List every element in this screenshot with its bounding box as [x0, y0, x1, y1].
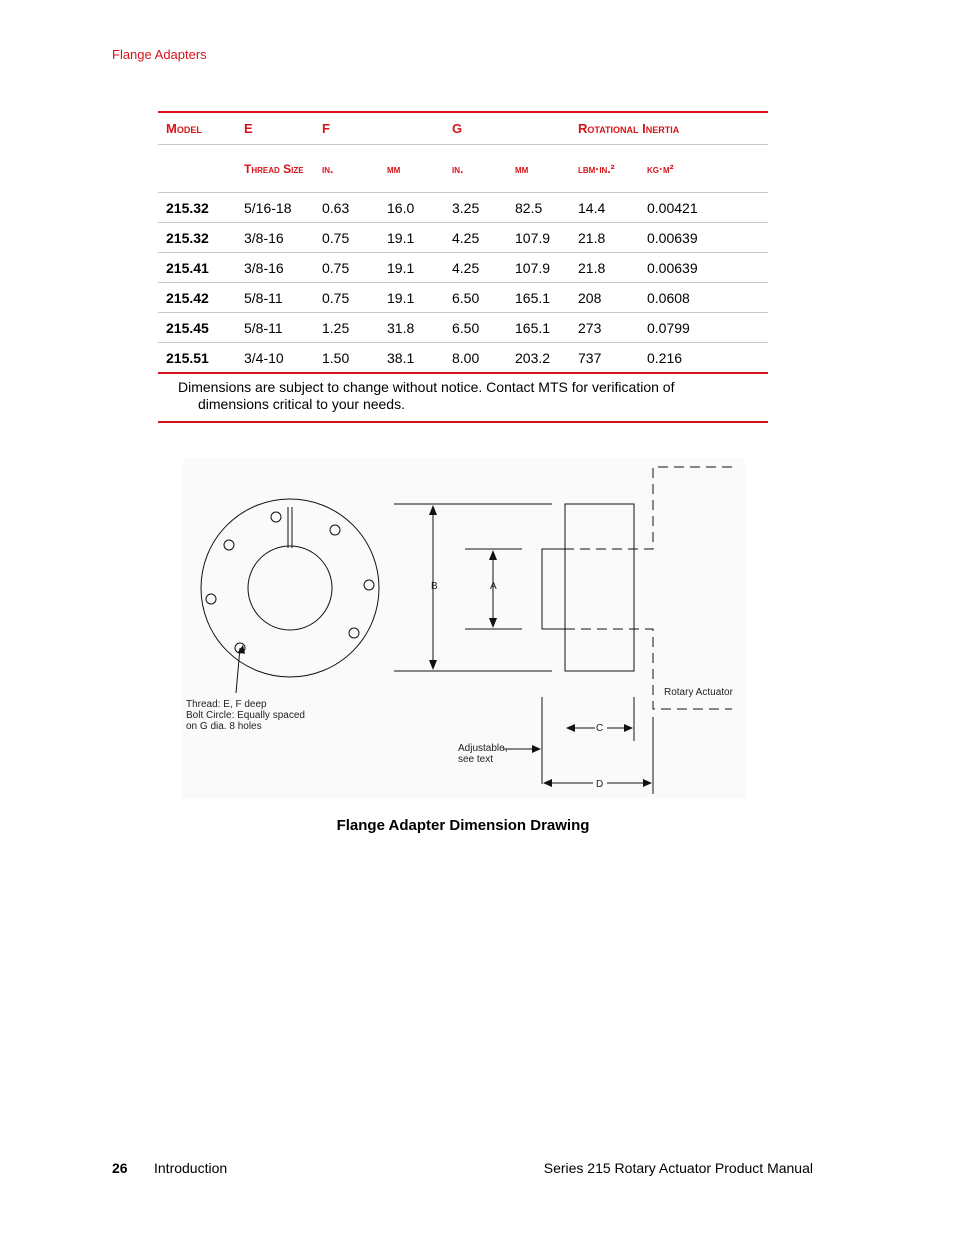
- subheader-g-mm: mm: [515, 161, 529, 176]
- table-cell: 0.75: [314, 223, 379, 253]
- table-cell: 215.41: [158, 253, 236, 283]
- table-cell: 3/8-16: [236, 253, 314, 283]
- table-cell: 4.25: [444, 253, 507, 283]
- table-cell: 19.1: [379, 223, 444, 253]
- dim-d-label: D: [596, 779, 604, 790]
- subheader-kg-m2: kg·m²: [647, 161, 674, 176]
- table-row: [158, 223, 768, 253]
- thread-note-line3: on G dia. 8 holes: [186, 721, 262, 732]
- table-row: [158, 253, 768, 283]
- table-cell: 215.45: [158, 313, 236, 343]
- adapter-side-body: [565, 504, 634, 671]
- adapter-pilot: [542, 549, 565, 629]
- table-cell: 3.25: [444, 193, 507, 223]
- dim-a-label: A: [490, 581, 497, 592]
- table-cell: 107.9: [507, 253, 570, 283]
- subheader-f-in: in.: [322, 161, 334, 176]
- table-cell: 82.5: [507, 193, 570, 223]
- col-group-f: F: [322, 121, 330, 136]
- table-row: [158, 193, 768, 223]
- table-cell: 0.216: [639, 343, 768, 374]
- flange-bore-circle: [248, 546, 332, 630]
- table-cell: 0.00639: [639, 223, 768, 253]
- table-cell: 3/4-10: [236, 343, 314, 374]
- table-cell: 0.75: [314, 283, 379, 313]
- table-note-row: [158, 373, 768, 422]
- table-cell: 0.00639: [639, 253, 768, 283]
- adjustable-label-line2: see text: [458, 754, 494, 765]
- footer-section: Introduction: [154, 1160, 228, 1176]
- subheader-g-in: in.: [452, 161, 464, 176]
- bolt-hole: [271, 512, 281, 522]
- page-number: 26: [112, 1160, 128, 1176]
- table-note-line2: dimensions critical to your needs.: [198, 396, 405, 412]
- thread-leader-line: [236, 648, 240, 693]
- arrowhead: [489, 618, 497, 628]
- col-group-inertia: Rotational Inertia: [578, 121, 680, 136]
- thread-note-line2: Bolt Circle: Equally spaced: [186, 710, 305, 721]
- rotary-actuator-label: Rotary Actuator: [664, 687, 733, 698]
- arrowhead: [566, 724, 575, 732]
- table-row: [158, 313, 768, 343]
- table-cell: 14.4: [570, 193, 639, 223]
- table-cell: 38.1: [379, 343, 444, 374]
- table-cell: 0.75: [314, 253, 379, 283]
- table-cell: 215.32: [158, 223, 236, 253]
- arrowhead: [624, 724, 633, 732]
- table-cell: 16.0: [379, 193, 444, 223]
- table-cell: 215.42: [158, 283, 236, 313]
- col-group-g: G: [452, 121, 463, 136]
- bolt-hole: [206, 594, 216, 604]
- figure-caption: Flange Adapter Dimension Drawing: [336, 817, 590, 834]
- col-group-e: E: [244, 121, 253, 136]
- subheader-thread-size: Thread Size: [244, 161, 304, 176]
- table-cell: 107.9: [507, 223, 570, 253]
- table-cell: 8.00: [444, 343, 507, 374]
- table-cell: 5/16-18: [236, 193, 314, 223]
- table-cell: 1.50: [314, 343, 379, 374]
- table-cell: 208: [570, 283, 639, 313]
- bolt-hole: [330, 525, 340, 535]
- running-header: Flange Adapters: [112, 47, 207, 62]
- table-cell: 3/8-16: [236, 223, 314, 253]
- flange-adapter-drawing: [183, 459, 745, 799]
- subheader-lbm-in2: lbm·in.²: [578, 161, 615, 176]
- table-cell: 5/8-11: [236, 313, 314, 343]
- table-cell: 203.2: [507, 343, 570, 374]
- table-cell: 19.1: [379, 283, 444, 313]
- arrowhead: [543, 779, 552, 787]
- bolt-hole: [364, 580, 374, 590]
- table-cell: 21.8: [570, 253, 639, 283]
- table-cell: 5/8-11: [236, 283, 314, 313]
- arrowhead: [429, 505, 437, 515]
- table-cell: 31.8: [379, 313, 444, 343]
- rotary-actuator-outline: [565, 467, 732, 709]
- table-cell: 21.8: [570, 223, 639, 253]
- table-cell: 6.50: [444, 313, 507, 343]
- thread-note-line1: Thread: E, F deep: [186, 699, 267, 710]
- arrowhead: [532, 745, 541, 753]
- table-group-header-row: [158, 112, 768, 145]
- table-note: [158, 373, 768, 422]
- subheader-model: [158, 145, 236, 193]
- adjustable-label-line1: Adjustable,: [458, 743, 508, 754]
- bolt-hole: [349, 628, 359, 638]
- dim-c-label: C: [596, 723, 604, 734]
- table-cell: 165.1: [507, 283, 570, 313]
- table-cell: 0.63: [314, 193, 379, 223]
- drawing-svg: [183, 459, 745, 799]
- table-cell: 0.0608: [639, 283, 768, 313]
- table-note-line1: Dimensions are subject to change without notice. Contact MTS for verification of: [178, 379, 675, 395]
- table-cell: 6.50: [444, 283, 507, 313]
- table-cell: 215.51: [158, 343, 236, 374]
- table-cell: 4.25: [444, 223, 507, 253]
- flange-outer-circle: [201, 499, 379, 677]
- table-cell: 19.1: [379, 253, 444, 283]
- table-cell: 273: [570, 313, 639, 343]
- table-row: [158, 343, 768, 374]
- table-cell: 215.32: [158, 193, 236, 223]
- table-cell: 737: [570, 343, 639, 374]
- subheader-f-mm: mm: [387, 161, 401, 176]
- table-cell: 0.00421: [639, 193, 768, 223]
- arrowhead: [429, 660, 437, 670]
- table-cell: 165.1: [507, 313, 570, 343]
- dim-b-label: B: [431, 581, 438, 592]
- table-subheader-row: [158, 145, 768, 193]
- flange-adapter-table: [158, 111, 768, 423]
- arrowhead: [489, 550, 497, 560]
- bolt-hole: [224, 540, 234, 550]
- footer-manual-title: Series 215 Rotary Actuator Product Manual: [543, 1160, 813, 1176]
- col-group-model: Model: [166, 121, 202, 136]
- table-cell: 0.0799: [639, 313, 768, 343]
- table-row: [158, 283, 768, 313]
- arrowhead: [643, 779, 652, 787]
- table-cell: 1.25: [314, 313, 379, 343]
